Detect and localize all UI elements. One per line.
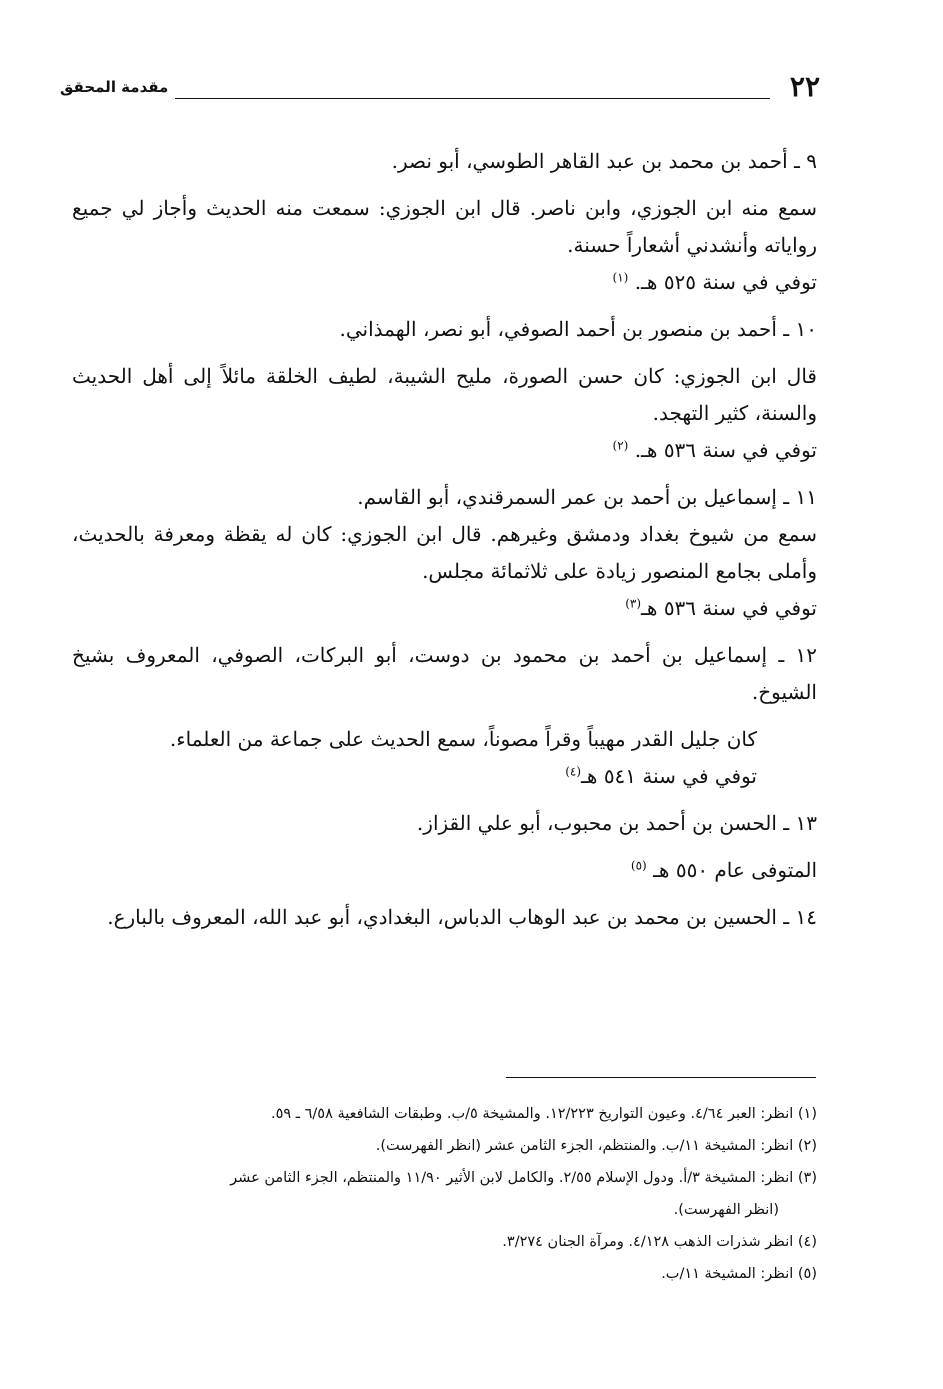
footnote-1: (١) انظر: العبر ٤/٦٤. وعيون التواريخ ١٢/٢٢٣. والمشيخة ٥/ب. وطبقات الشافعية ٦/٥٨ ـ ٥٩. <box>270 1106 817 1122</box>
entry-12-text: كان جليل القدر مهيباً وقراً مصوناً، سمع الحديث على جماعة من العلماء. <box>169 727 757 751</box>
entry-10-death <box>72 432 817 469</box>
running-title: مقدمة المحقق <box>60 78 169 96</box>
entry-9-death-text: توفي في سنة ٥٢٥ هـ. <box>634 270 817 294</box>
entry-13-title: ١٣ ـ الحسن بن أحمد بن محبوب، أبو علي القزاز. <box>416 811 817 835</box>
header-rule <box>175 98 770 99</box>
footnote-rule <box>506 1077 816 1078</box>
footnote-ref-4[interactable]: (٤) <box>565 764 582 779</box>
page-header <box>60 70 820 110</box>
entry-11-death-text: توفي في سنة ٥٣٦ هـ <box>641 596 817 620</box>
footnotes <box>72 1098 817 1290</box>
footnote-ref-1[interactable]: (١) <box>612 270 629 285</box>
entry-10-text: قال ابن الجوزي: كان حسن الصورة، مليح الشيبة، لطيف الخلقة مائلاً إلى أهل الحديث والسنة، كثير التهجد. <box>72 364 817 425</box>
entry-11-title: ١١ ـ إسماعيل بن أحمد بن عمر السمرقندي، أبو القاسم. <box>357 485 817 509</box>
footnote-3: (٣) انظر: المشيخة ٣/أ. ودول الإسلام ٢/٥٥. والكامل لابن الأثير ١١/٩٠ والمنتظم، الجزء الثامن عشر <box>230 1170 817 1186</box>
footnote-3-continued: (انظر الفهرست). <box>673 1202 779 1218</box>
entry-13-death-text: المتوفى عام ٥٥٠ هـ <box>653 858 817 882</box>
entry-12-title: ١٢ ـ إسماعيل بن أحمد بن محمود بن دوست، أبو البركات، الصوفي، المعروف بشيخ الشيوخ. <box>72 643 817 704</box>
entry-9-text: سمع منه ابن الجوزي، وابن ناصر. قال ابن الجوزي: سمعت منه الحديث وأجاز لي جميع رواياته وأنشدني أشعاراً حسنة. <box>72 196 817 257</box>
entry-10-death-text: توفي في سنة ٥٣٦ هـ. <box>634 438 817 462</box>
footnote-ref-3[interactable]: (٣) <box>625 596 642 611</box>
footnote-5: (٥) انظر: المشيخة ١١/ب. <box>661 1266 817 1282</box>
entry-9-death <box>72 264 817 301</box>
entry-12-death-text: توفي في سنة ٥٤١ هـ <box>581 764 757 788</box>
page-number: ٢٢ <box>789 70 820 103</box>
footnote-2: (٢) انظر: المشيخة ١١/ب. والمنتظم، الجزء الثامن عشر (انظر الفهرست). <box>375 1138 817 1154</box>
entry-12-death <box>72 758 817 795</box>
entry-11-death <box>72 590 817 627</box>
footnote-ref-2[interactable]: (٢) <box>612 438 629 453</box>
entry-14-title: ١٤ ـ الحسين بن محمد بن عبد الوهاب الدباس، البغدادي، أبو عبد الله، المعروف بالبارع. <box>107 905 817 929</box>
entry-9-title: ٩ ـ أحمد بن محمد بن عبد القاهر الطوسي، أبو نصر. <box>391 149 817 173</box>
entry-10-title: ١٠ ـ أحمد بن منصور بن أحمد الصوفي، أبو نصر، الهمذاني. <box>339 317 817 341</box>
footnote-ref-5[interactable]: (٥) <box>630 858 647 873</box>
entry-11-text: سمع من شيوخ بغداد ودمشق وغيرهم. قال ابن الجوزي: كان له يقظة ومعرفة بالحديث، وأملى بجامع المنصور زيادة على ثلاثمائة مجلس. <box>72 522 817 583</box>
footnote-4: (٤) انظر شذرات الذهب ٤/١٢٨. ومرآة الجنان ٣/٢٧٤. <box>502 1234 817 1250</box>
entry-13-death <box>72 852 817 889</box>
body-text <box>72 135 817 936</box>
